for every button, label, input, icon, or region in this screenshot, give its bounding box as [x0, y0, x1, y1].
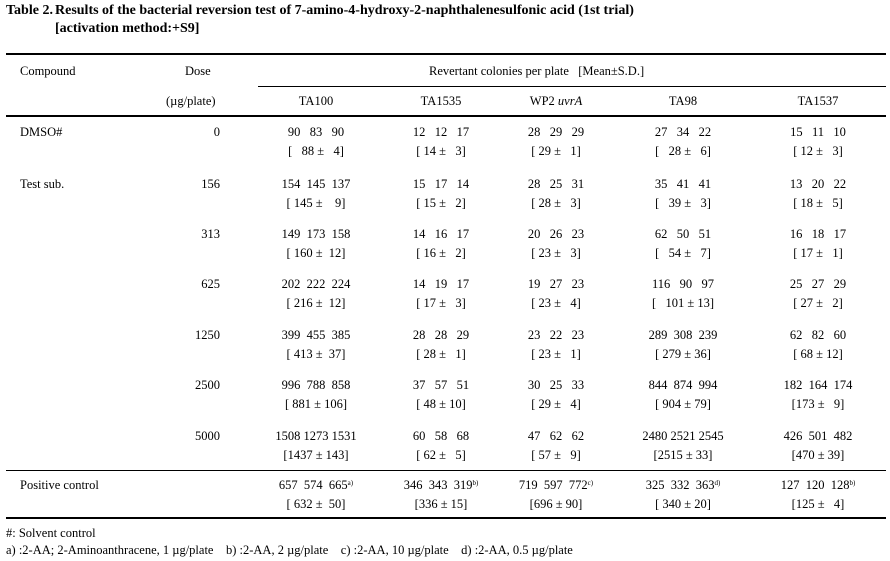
colony-cell — [623, 126, 743, 164]
strain-name: TA1535 — [420, 94, 462, 108]
plate-counts: 996 788 858 — [281, 378, 351, 392]
colony-cell — [496, 228, 616, 266]
plate-counts: 27 34 22 — [654, 125, 712, 139]
colony-cell — [496, 126, 616, 164]
mean-sd: [ 17 ± 3] — [416, 296, 466, 310]
colony-cell — [256, 329, 376, 367]
mean-sd: [ 340 ± 20] — [655, 497, 711, 511]
colony-cell — [381, 430, 501, 468]
plate-counts: 154 145 137 — [281, 177, 351, 191]
mean-sd: [2515 ± 33] — [653, 448, 713, 462]
group-rule — [258, 86, 886, 87]
mean-sd: [ 62 ± 5] — [416, 448, 466, 462]
mean-sd: [ 16 ± 2] — [416, 246, 466, 260]
dose-cell: 2500 — [195, 378, 220, 392]
colony-cell — [496, 430, 616, 468]
colony-cell — [381, 126, 501, 164]
bottom-rule — [6, 517, 886, 519]
plate-counts: 657 574 665 — [278, 478, 348, 492]
colony-cell — [496, 178, 616, 216]
colony-cell — [758, 329, 878, 367]
plate-counts: 719 597 772 — [518, 478, 588, 492]
colony-cell — [758, 178, 878, 216]
colony-cell — [758, 278, 878, 316]
colony-cell — [381, 479, 501, 517]
colony-cell — [758, 379, 878, 417]
header-strain — [758, 95, 878, 108]
colony-cell — [623, 228, 743, 266]
plate-counts: 399 455 385 — [281, 328, 351, 342]
mean-sd: [ 15 ± 2] — [416, 196, 466, 210]
plate-counts: 13 20 22 — [789, 177, 847, 191]
header-strain — [256, 95, 376, 108]
colony-cell — [256, 479, 376, 517]
plate-counts: 127 120 128 — [780, 478, 850, 492]
colony-cell — [381, 178, 501, 216]
plate-counts: 35 41 41 — [654, 177, 712, 191]
header-dose-unit: (µg/plate) — [166, 94, 216, 108]
plate-counts: 19 27 23 — [527, 277, 585, 291]
plate-counts: 426 501 482 — [783, 429, 853, 443]
positive-rule — [6, 470, 886, 471]
header-dose: Dose — [185, 64, 211, 78]
header-revertant-group: Revertant colonies per plate [Mean±S.D.] — [429, 64, 645, 78]
strain-name: WP2 — [529, 94, 558, 108]
colony-cell — [256, 430, 376, 468]
mean-sd: [ 18 ± 5] — [793, 196, 843, 210]
plate-counts: 2480 2521 2545 — [642, 429, 724, 443]
footnote-marker: c) — [587, 479, 594, 487]
mean-sd: [ 881 ± 106] — [284, 397, 348, 411]
plate-counts: 202 222 224 — [281, 277, 351, 291]
mean-sd: [ 23 ± 1] — [531, 347, 581, 361]
header-rule — [6, 115, 886, 117]
colony-cell — [256, 228, 376, 266]
footnote-solvent: #: Solvent control — [6, 526, 96, 540]
compound-cell: Test sub. — [20, 177, 65, 191]
mean-sd: [ 23 ± 3] — [531, 246, 581, 260]
plate-counts: 30 25 33 — [527, 378, 585, 392]
footnote-marker: d) — [714, 479, 721, 487]
plate-counts: 14 19 17 — [412, 277, 470, 291]
dose-cell: 0 — [213, 125, 220, 139]
mean-sd: [ 101 ± 13] — [651, 296, 715, 310]
plate-counts: 289 308 239 — [648, 328, 718, 342]
colony-cell — [758, 479, 878, 517]
colony-cell — [256, 278, 376, 316]
strain-name: TA98 — [668, 94, 698, 108]
plate-counts: 16 18 17 — [789, 227, 847, 241]
plate-counts: 47 62 62 — [527, 429, 585, 443]
dose-cell: 1250 — [195, 328, 220, 342]
header-strain — [623, 95, 743, 108]
colony-cell — [496, 278, 616, 316]
plate-counts: 1508 1273 1531 — [275, 429, 357, 443]
mean-sd: [ 279 ± 36] — [655, 347, 711, 361]
plate-counts: 28 29 29 — [527, 125, 585, 139]
plate-counts: 12 12 17 — [412, 125, 470, 139]
plate-counts: 90 83 90 — [287, 125, 345, 139]
plate-counts: 182 164 174 — [783, 378, 853, 392]
mean-sd: [ 904 ± 79] — [655, 397, 711, 411]
colony-cell — [623, 178, 743, 216]
title-line-2: [activation method:+S9] — [55, 21, 200, 36]
colony-cell — [758, 430, 878, 468]
mean-sd: [ 23 ± 4] — [531, 296, 581, 310]
mean-sd: [ 57 ± 9] — [531, 448, 581, 462]
footnote-marker: b) — [849, 479, 856, 487]
plate-counts: 116 90 97 — [651, 277, 715, 291]
dose-cell: 5000 — [195, 429, 220, 443]
plate-counts: 325 332 363 — [645, 478, 715, 492]
plate-counts: 37 57 51 — [412, 378, 470, 392]
mean-sd: [696 ± 90] — [529, 497, 583, 511]
strain-name: TA100 — [298, 94, 334, 108]
colony-cell — [623, 430, 743, 468]
header-compound: Compound — [20, 64, 76, 78]
mean-sd: [173 ± 9] — [791, 397, 845, 411]
mean-sd: [ 216 ± 12] — [286, 296, 346, 310]
mean-sd: [ 632 ± 50] — [286, 497, 346, 511]
mean-sd: [ 68 ± 12] — [793, 347, 843, 361]
table-label: Table 2. — [6, 3, 53, 18]
compound-cell: Positive control — [20, 478, 99, 492]
dose-cell: 625 — [201, 277, 220, 291]
mean-sd: [ 160 ± 12] — [286, 246, 346, 260]
plate-counts: 60 58 68 — [412, 429, 470, 443]
mean-sd: [ 28 ± 3] — [531, 196, 581, 210]
mean-sd: [ 29 ± 1] — [531, 144, 581, 158]
colony-cell — [381, 228, 501, 266]
mean-sd: [ 12 ± 3] — [793, 144, 843, 158]
mean-sd: [ 39 ± 3] — [655, 196, 711, 210]
strain-name-italic: uvrA — [557, 94, 583, 108]
plate-counts: 20 26 23 — [527, 227, 585, 241]
colony-cell — [623, 329, 743, 367]
plate-counts: 346 343 319 — [403, 478, 473, 492]
strain-name: TA1537 — [797, 94, 839, 108]
colony-cell — [381, 278, 501, 316]
mean-sd: [1437 ± 143] — [283, 448, 349, 462]
plate-counts: 844 874 994 — [648, 378, 718, 392]
colony-cell — [758, 228, 878, 266]
plate-counts: 14 16 17 — [412, 227, 470, 241]
footnote-positive-controls: a) :2-AA; 2-Aminoanthracene, 1 µg/plate b) :2-AA, 2 µg/plate c) :2-AA, 10 µg/plate d) :2-AA, 0.5 µg/plate — [6, 543, 573, 557]
colony-cell — [256, 178, 376, 216]
plate-counts: 15 17 14 — [412, 177, 470, 191]
colony-cell — [623, 479, 743, 517]
colony-cell — [496, 479, 616, 517]
plate-counts: 15 11 10 — [790, 125, 846, 139]
colony-cell — [496, 329, 616, 367]
mean-sd: [ 145 ± 9] — [286, 196, 346, 210]
plate-counts: 23 22 23 — [527, 328, 585, 342]
plate-counts: 62 50 51 — [654, 227, 712, 241]
top-rule — [6, 53, 886, 55]
colony-cell — [256, 379, 376, 417]
mean-sd: [ 413 ± 37] — [286, 347, 346, 361]
compound-cell: DMSO# — [20, 125, 63, 139]
footnote-marker: a) — [347, 479, 354, 487]
colony-cell — [623, 379, 743, 417]
plate-counts: 25 27 29 — [789, 277, 847, 291]
mean-sd: [ 14 ± 3] — [416, 144, 466, 158]
dose-cell: 156 — [201, 177, 220, 191]
colony-cell — [256, 126, 376, 164]
colony-cell — [381, 379, 501, 417]
mean-sd: [125 ± 4] — [791, 497, 845, 511]
mean-sd: [ 88 ± 4] — [288, 144, 344, 158]
plate-counts: 149 173 158 — [281, 227, 351, 241]
mean-sd: [ 28 ± 6] — [655, 144, 711, 158]
plate-counts: 28 25 31 — [527, 177, 585, 191]
mean-sd: [ 48 ± 10] — [416, 397, 466, 411]
mean-sd: [ 54 ± 7] — [655, 246, 711, 260]
mean-sd: [ 27 ± 2] — [793, 296, 843, 310]
colony-cell — [623, 278, 743, 316]
header-strain — [381, 95, 501, 108]
plate-counts: 62 82 60 — [789, 328, 847, 342]
mean-sd: [ 29 ± 4] — [531, 397, 581, 411]
mean-sd: [ 17 ± 1] — [793, 246, 843, 260]
plate-counts: 28 28 29 — [412, 328, 470, 342]
footnote-marker: b) — [472, 479, 479, 487]
header-strain — [496, 95, 616, 108]
mean-sd: [ 28 ± 1] — [416, 347, 466, 361]
colony-cell — [758, 126, 878, 164]
dose-cell: 313 — [201, 227, 220, 241]
title-line-1: Results of the bacterial reversion test of 7-amino-4-hydroxy-2-naphthalenesulfonic acid (1st trial) — [55, 3, 634, 18]
mean-sd: [336 ± 15] — [414, 497, 468, 511]
mean-sd: [470 ± 39] — [791, 448, 845, 462]
colony-cell — [496, 379, 616, 417]
colony-cell — [381, 329, 501, 367]
